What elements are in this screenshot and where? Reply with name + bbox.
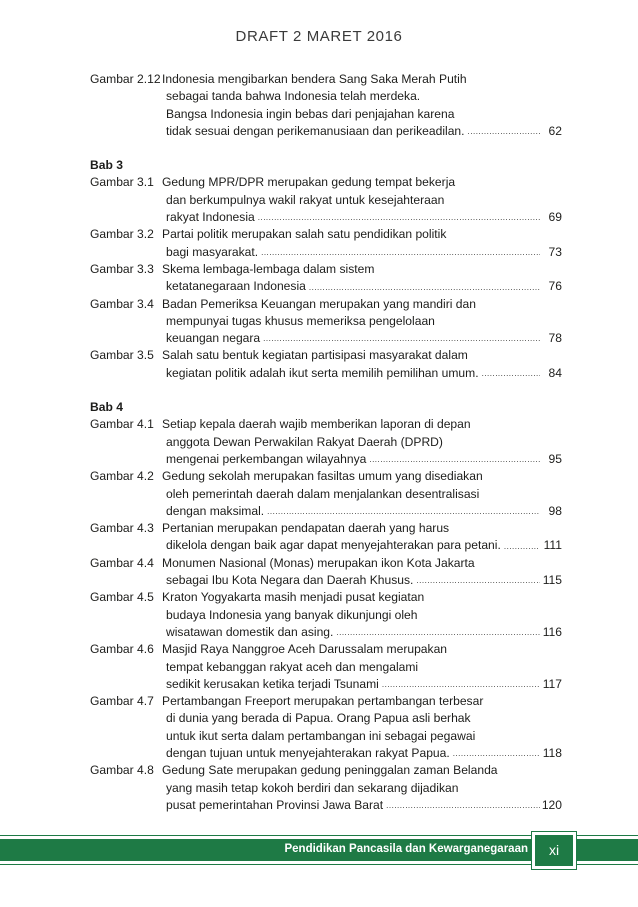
figure-entry-line [90,572,562,589]
caption-text: dikelola dengan baik agar dapat menyejahterakan para petani. [166,538,501,553]
leader-line [166,797,562,814]
figure-label: Gambar 4.6 [90,642,154,657]
figure-entry-line [90,503,562,520]
figure-entry-line [90,520,562,537]
figure-entry-line [90,434,562,451]
figure-entry-line [90,313,562,330]
caption-text: sebagai tanda bahwa Indonesia telah merdeka. [166,89,421,104]
leader-line [166,330,562,347]
chapter-heading: Bab 4 [90,400,123,415]
caption-text: Badan Pemeriksa Keuangan merupakan yang mandiri dan [162,296,476,311]
caption-text: Kraton Yogyakarta masih menjadi pusat kegiatan [162,590,425,605]
dot-leader [383,797,540,814]
caption-text: Setiap kepala daerah wajib memberikan laporan di depan [162,417,471,432]
dot-leader [379,676,540,693]
figure-entry-line [90,106,562,123]
caption-text: anggota Dewan Perwakilan Rakyat Daerah (DPRD) [166,434,443,449]
draft-header: DRAFT 2 MARET 2016 [235,28,403,45]
page-ref: 111 [543,538,562,553]
figure-label: Gambar 3.1 [90,175,154,190]
leader-line [166,624,562,641]
caption-text: tempat kebanggan rakyat aceh dan mengalami [166,659,419,674]
chapter-heading: Bab 3 [90,158,123,173]
caption-text: kegiatan politik adalah ikut serta memilih pemilihan umum. [166,365,479,380]
dot-leader [333,624,540,641]
figure-entry-line [90,209,562,226]
figure-entry-line [90,676,562,693]
page-ref: 69 [548,210,562,225]
caption-text: dengan maksimal. [166,503,265,518]
caption-text: pusat pemerintahan Provinsi Jawa Barat [166,797,384,812]
dot-leader [260,330,540,347]
figure-entry [90,762,562,814]
figure-label: Gambar 4.3 [90,521,154,536]
caption-text: Partai politik merupakan salah satu pendidikan politik [162,227,447,242]
leader-line [166,278,562,295]
caption-text: yang masih tetap kokoh berdiri dan sekarang dijadikan [166,780,459,795]
caption-text: Indonesia mengibarkan bendera Sang Saka Merah Putih [162,72,467,86]
figure-entry-line [90,537,562,554]
book-title: Pendidikan Pancasila dan Kewarganegaraan [284,843,528,855]
caption-text: Masjid Raya Nanggroe Aceh Darussalam merupakan [162,642,448,657]
figure-entry [90,174,562,226]
caption-text: dengan tujuan untuk menyejahterakan rakyat Papua. [166,745,450,760]
dot-leader [255,209,540,226]
caption-text: tidak sesuai dengan perikemanusiaan dan perikeadilan. [166,123,465,138]
leader-line [166,572,562,589]
figure-entry-line [90,416,562,433]
figure-entry-line [90,347,562,364]
caption-text: Pertanian merupakan pendapatan daerah yang harus [162,521,450,536]
figure-entry-line [90,244,562,261]
caption-text: sebagai Ibu Kota Negara dan Daerah Khusus. [166,573,414,588]
page-ref: 78 [548,331,562,346]
figure-entry-line [90,797,562,814]
figure-label: Gambar 3.3 [90,261,154,276]
dot-leader [306,279,540,296]
page-number: xi [532,832,576,869]
caption-text: Gedung sekolah merupakan fasiltas umum yang disediakan [162,469,483,484]
figure-entry-line [90,174,562,191]
figure-entry-line [90,278,562,295]
figure-entry-line [90,710,562,727]
figure-entry-line [90,659,562,676]
caption-text: Gedung Sate merupakan gedung peninggalan zaman Belanda [162,763,498,778]
figure-entry-line [90,192,562,209]
caption-text: di dunia yang berada di Papua. Orang Papua asli berhak [166,711,471,726]
figure-entry-line [90,468,562,485]
figure-entry-line [90,728,562,745]
leader-line [166,451,562,468]
figure-entry-line [90,555,562,572]
figure-entry [90,641,562,693]
dot-leader [258,244,540,261]
figure-entry [90,71,562,140]
figure-entry-line [90,296,562,313]
figure-entry-line [90,261,562,278]
page-ref: 117 [542,676,562,691]
table-of-figures [90,71,562,814]
figure-entry [90,555,562,590]
page-ref: 84 [548,365,562,380]
figure-entry [90,261,562,296]
figure-entry-line [90,641,562,658]
page-ref: 73 [548,244,562,259]
page-ref: 116 [542,624,562,639]
page-ref: 98 [548,503,562,518]
figure-entry [90,589,562,641]
caption-text: oleh pemerintah daerah dalam menjalankan desentralisasi [166,486,480,501]
caption-text: wisatawan domestik dan asing. [166,624,334,639]
figure-label: Gambar 4.8 [90,763,154,778]
page-ref: 115 [542,573,562,588]
caption-text: Gedung MPR/DPR merupakan gedung tempat bekerja [162,175,456,190]
figure-entry [90,693,562,762]
figure-label: Gambar 2.12 [90,72,161,86]
dot-leader [501,538,540,555]
caption-text: Bangsa Indonesia ingin bebas dari penjajahan karena [166,106,455,121]
figure-entry-line [90,365,562,382]
figure-entry-line [90,745,562,762]
dot-leader [465,123,540,140]
figure-entry [90,416,562,468]
page-ref: 76 [548,279,562,294]
figure-entry [90,226,562,261]
figure-entry-line [90,123,562,140]
caption-text: dan berkumpulnya wakil rakyat untuk kesejahteraan [166,192,445,207]
caption-text: Pertambangan Freeport merupakan pertambangan terbesar [162,694,484,709]
caption-text: ketatanegaraan Indonesia [166,279,306,294]
dot-leader [413,572,540,589]
page-footer [0,832,638,869]
figure-entry-line [90,624,562,641]
caption-text: rakyat Indonesia [166,210,255,225]
leader-line [166,365,562,382]
leader-line [166,676,562,693]
leader-line [166,745,562,762]
figure-label: Gambar 3.4 [90,296,154,311]
figure-entry-line [90,88,562,105]
figure-label: Gambar 4.5 [90,590,154,605]
figure-entry-line [90,780,562,797]
leader-line [166,123,562,140]
figure-entry-line [90,486,562,503]
dot-leader [450,745,540,762]
figure-entry [90,347,562,382]
page-ref: 118 [542,745,562,760]
caption-text: untuk ikut serta dalam pertambangan ini sebagai pegawai [166,728,476,743]
figure-entry [90,296,562,348]
caption-text: Monumen Nasional (Monas) merupakan ikon Kota Jakarta [162,555,475,570]
figure-entry [90,520,562,555]
figure-label: Gambar 4.7 [90,694,154,709]
caption-text: budaya Indonesia yang banyak dikunjungi oleh [166,607,418,622]
caption-text: sedikit kerusakan ketika terjadi Tsunami [166,676,379,691]
leader-line [166,209,562,226]
dot-leader [366,451,540,468]
leader-line [166,503,562,520]
page-ref: 62 [548,123,562,138]
figure-entry-line [90,762,562,779]
leader-line [166,244,562,261]
caption-text: keuangan negara [166,331,261,346]
figure-label: Gambar 4.1 [90,417,154,432]
figure-entry-line [90,693,562,710]
figure-entry-line [90,589,562,606]
caption-text: mempunyai tugas khusus memeriksa pengelolaan [166,313,435,328]
figure-label: Gambar 3.2 [90,227,154,242]
page-ref: 95 [548,451,562,466]
caption-text: Salah satu bentuk kegiatan partisipasi masyarakat dalam [162,348,468,363]
figure-entry-line [90,226,562,243]
dot-leader [479,365,540,382]
leader-line [166,537,562,554]
figure-entry-line [90,330,562,347]
caption-text: bagi masyarakat. [166,244,259,259]
caption-text: Skema lembaga-lembaga dalam sistem [162,261,375,276]
figure-label: Gambar 4.4 [90,555,154,570]
dot-leader [264,503,540,520]
figure-label: Gambar 3.5 [90,348,154,363]
figure-entry-line [90,451,562,468]
page-ref: 120 [541,797,562,812]
figure-label: Gambar 4.2 [90,469,154,484]
caption-text: mengenai perkembangan wilayahnya [166,451,367,466]
figure-entry [90,468,562,520]
figure-entry-line [90,71,562,88]
figure-entry-line [90,607,562,624]
